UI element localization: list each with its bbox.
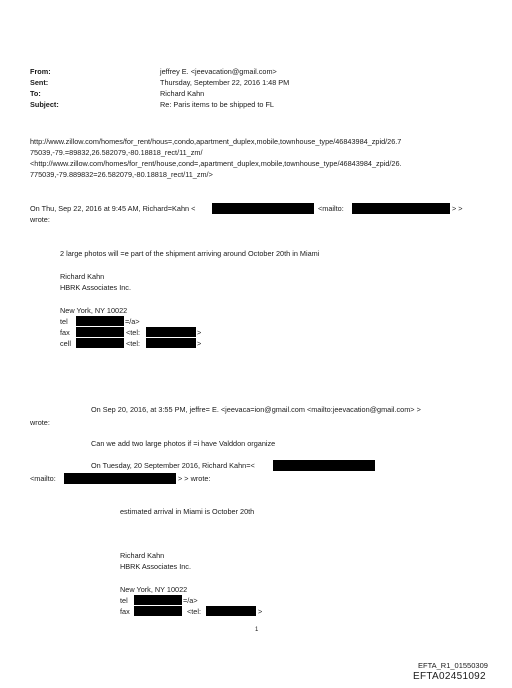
quote1-intro: On Thu, Sep 22, 2016 at 9:45 AM, Richard=Kahn <	[30, 204, 196, 213]
subject-value: Re: Paris items to be shipped to FL	[160, 100, 274, 109]
quote2-intro: On Sep 20, 2016, at 3:55 PM, jeffre= E. <jeevaca=ion@gmail.com <mailto:jeevacation@gmail.com> >	[91, 405, 421, 414]
bates-number-small: EFTA_R1_01550309	[418, 661, 488, 670]
signature-city: New York, NY 10022	[60, 306, 128, 315]
sent-value: Thursday, September 22, 2016 1:48 PM	[160, 78, 290, 87]
redaction-block	[76, 338, 124, 348]
quote2-body: Can we add two large photos if =i have Valddon organize	[91, 439, 276, 448]
signature-company: HBRK Associates Inc.	[120, 562, 191, 571]
signature-name: Richard Kahn	[60, 272, 105, 281]
page-number: 1	[255, 627, 259, 633]
signature-name: Richard Kahn	[120, 551, 165, 560]
quote2-wrote: wrote:	[30, 418, 50, 427]
quote3-close: > > wrote:	[178, 474, 211, 483]
link-line-1: http://www.zillow.com/homes/for_rent/hous=,condo,apartment_duplex,mobile,townhouse_type/46843984_zpid/26.7	[30, 137, 402, 146]
to-label: To:	[30, 89, 41, 98]
link-line-4: 775039,-79.889832=26.582079,-80.18818_rect/11_zm/>	[30, 170, 213, 179]
redaction-block	[206, 606, 256, 616]
tel-tail: =/a>	[125, 317, 140, 326]
redaction-block	[134, 595, 182, 605]
redaction-block	[76, 327, 124, 337]
to-value: Richard Kahn	[160, 89, 205, 98]
quote3-intro: On Tuesday, 20 September 2016, Richard Kahn=<	[91, 461, 255, 470]
redaction-block	[352, 203, 450, 214]
quote1-mailto: <mailto:	[318, 204, 344, 213]
link-line-3: <http://www.zillow.com/homes/for_rent/house,cond=,apartment_duplex,mobile,townhouse_type/46843984_zpid/26.	[30, 159, 402, 168]
quote1-close: > >	[452, 204, 463, 213]
redaction-block	[134, 606, 182, 616]
cell-tel-close: >	[197, 339, 202, 348]
tel-label: tel	[120, 596, 128, 605]
quote1-body: 2 large photos will =e part of the shipment arriving around October 20th in Miami	[60, 249, 320, 258]
fax-tel-close: >	[258, 607, 263, 616]
redaction-block	[76, 316, 124, 326]
from-value: jeffrey E. <jeevacation@gmail.com>	[160, 67, 277, 76]
link-line-2: 75039,-79.=89832,26.582079,-80.18818_rect/11_zm/	[30, 148, 203, 157]
redaction-block	[212, 203, 314, 214]
from-label: From:	[30, 67, 51, 76]
cell-label: cell	[60, 339, 71, 348]
quote3-body: estimated arrival in Miami is October 20th	[120, 507, 255, 516]
redaction-block	[273, 460, 375, 471]
fax-label: fax	[60, 328, 70, 337]
fax-tel-prefix: <tel:	[126, 328, 140, 337]
fax-tel-prefix: <tel:	[187, 607, 201, 616]
quote1-wrote: wrote:	[30, 215, 50, 224]
cell-tel-prefix: <tel:	[126, 339, 140, 348]
redaction-block	[146, 338, 196, 348]
redaction-block	[146, 327, 196, 337]
subject-label: Subject:	[30, 100, 59, 109]
signature-city: New York, NY 10022	[120, 585, 188, 594]
tel-tail: =/a>	[183, 596, 198, 605]
signature-company: HBRK Associates Inc.	[60, 283, 131, 292]
tel-label: tel	[60, 317, 68, 326]
quote3-mailto: <mailto:	[30, 474, 56, 483]
bates-number-large: EFTA02451092	[413, 671, 486, 682]
redaction-block	[64, 473, 176, 484]
sent-label: Sent:	[30, 78, 49, 87]
fax-label: fax	[120, 607, 130, 616]
fax-tel-close: >	[197, 328, 202, 337]
